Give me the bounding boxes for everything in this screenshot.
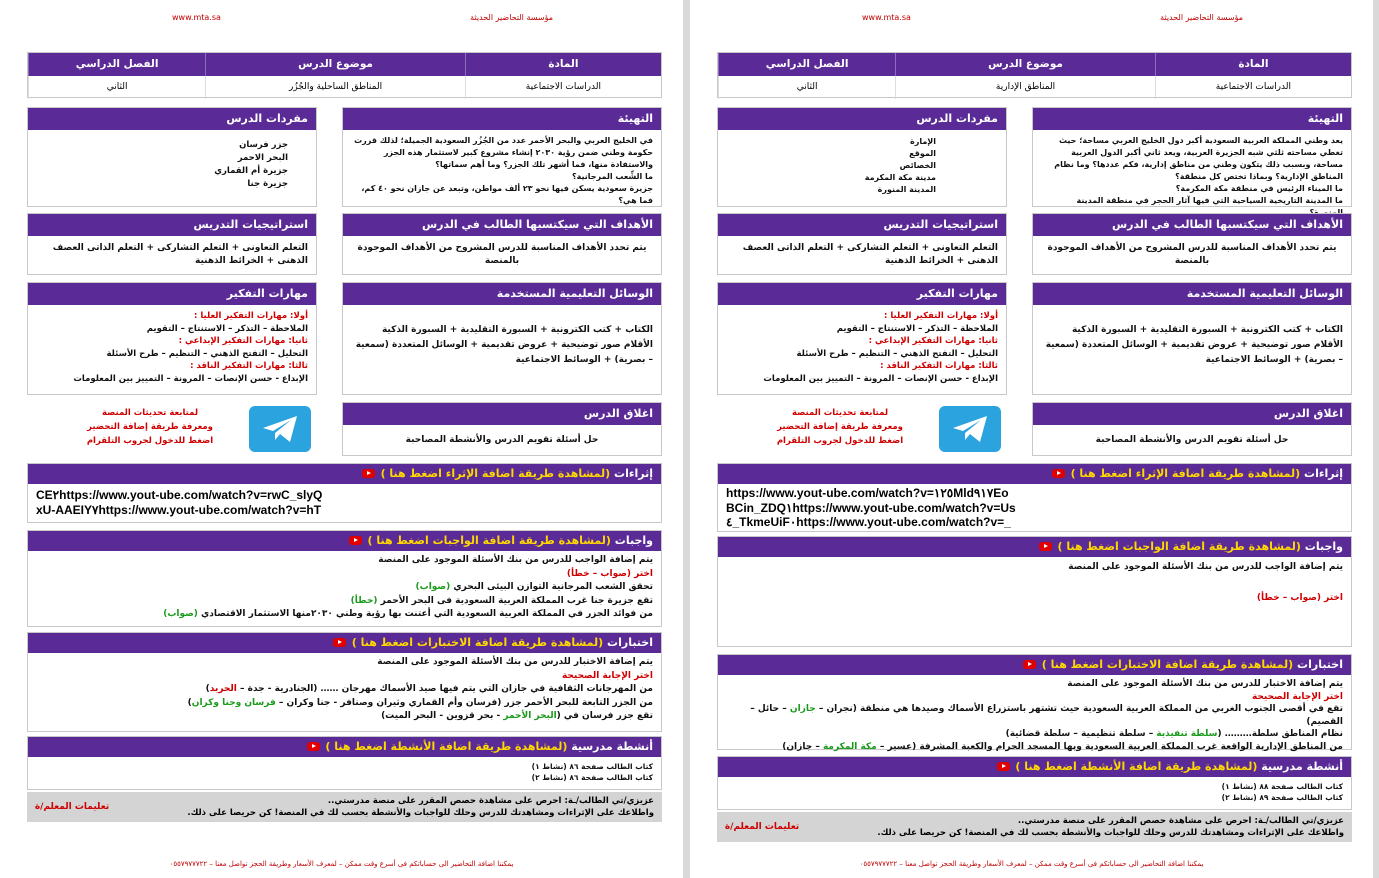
- activities-title: أنشطة مدرسية: [571, 740, 653, 753]
- tamheed-box: [1032, 107, 1352, 207]
- test-item: [36, 710, 653, 724]
- question-end: - بحر قزوين - البحر الميت): [381, 711, 504, 721]
- enrich-title: إثراءات: [614, 467, 653, 480]
- vocab-item: الخصائص: [899, 161, 936, 170]
- teacher-label: تعليمات المعلم/ة: [34, 802, 110, 812]
- teacher-instructions: [27, 792, 662, 822]
- answer-text: فرسان وجنا وكران: [191, 697, 276, 708]
- question-text: تحقق الشعب المرجانية التوازن البيئى البحري: [453, 582, 653, 592]
- page-footer: يمكننا اضافة التحاضير الى حساباتكم فى أسرع وقت ممكن – لمعرف الأسعار وطريقة الحجز تواصل معنا – ٠٥٥٧٩٧٧٧٢٢: [859, 860, 1204, 868]
- thinking-text: الإبداع - حسن الإنصات – المرونة – التمييز بين المعلومات: [73, 373, 308, 384]
- activities-section: [27, 736, 662, 790]
- aids-box: [1032, 282, 1352, 395]
- promo-line: ومعرفة طريقة إضافة التحضير: [87, 422, 213, 432]
- answer-text: مكة المكرمة: [822, 741, 877, 752]
- enrich-link[interactable]: BCin_ZDQ١https://www.yout-ube.com/watch?v=Us: [726, 500, 1016, 515]
- question-text: تقع جزيرة جنا غرب المملكة العربية السعودية فى البحر الأحمر: [380, 595, 653, 606]
- youtube-icon[interactable]: [333, 638, 346, 647]
- test-item: [36, 697, 653, 711]
- thinking-text: التحليل – التفتح الذهني – التنظيم – طرح الأسئلة: [796, 348, 998, 359]
- youtube-icon[interactable]: [1023, 660, 1036, 669]
- homework-header: [28, 531, 661, 551]
- question-end: ): [205, 684, 210, 694]
- test-item: [726, 703, 1343, 728]
- thinking-title: مهارات التفكير: [718, 283, 1006, 305]
- answer-text: (صواب): [415, 582, 451, 592]
- subject-header: المادة: [465, 53, 661, 76]
- thinking-heading: ثالثا: مهارات التفكير الناقد :: [190, 361, 308, 371]
- thinking-heading: أولا: مهارات التفكير العليا :: [193, 311, 308, 321]
- youtube-icon[interactable]: [1052, 469, 1065, 478]
- closing-text: حل أسئلة تقويم الدرس والأنشطة المصاحبة: [405, 435, 599, 445]
- promo-line: اضغط للدخول لجروب التلقرام: [776, 436, 904, 446]
- teacher-instructions: [717, 812, 1352, 842]
- subject-header: المادة: [1155, 53, 1351, 76]
- homework-header: [718, 537, 1351, 557]
- promo-line: لمتابعة تحديثات المنصة: [791, 408, 889, 418]
- strategies-box: [717, 213, 1007, 275]
- tamheed-title: التهيئة: [343, 108, 661, 130]
- tests-title: اختبارات: [1297, 658, 1343, 671]
- homework-intro: يتم إضافة الواجب للدرس من بنك الأسئلة الموجود على المنصة: [1068, 562, 1343, 572]
- enrich-section: [27, 463, 662, 523]
- enrich-title: إثراءات: [1304, 467, 1343, 480]
- tests-title: اختبارات: [607, 636, 653, 649]
- test-item: [726, 741, 1343, 754]
- tamheed-box: [342, 107, 662, 207]
- telegram-promo[interactable]: [70, 406, 230, 448]
- telegram-icon[interactable]: [939, 406, 1001, 452]
- answer-text: (خطأ): [350, 595, 378, 606]
- enrich-link[interactable]: xU-AAEIY٧https://www.yout-ube.com/watch?v=hT: [36, 503, 322, 517]
- thinking-text: التحليل – التفتح الذهني – التنظيم – طرح الأسئلة: [106, 348, 308, 359]
- enrich-link[interactable]: CE٢https://www.yout-ube.com/watch?v=rwC_slyQ: [36, 488, 323, 502]
- topic-value: المناطق الإدارية: [895, 76, 1155, 99]
- activities-help-link[interactable]: (لمشاهدة طريقة اضافة الأنشطة اضغط هنا ): [325, 740, 568, 753]
- thinking-heading: أولا: مهارات التفكير العليا :: [883, 311, 998, 321]
- teacher-addressee: عزيزي/تي الطالب/ـة:: [564, 796, 654, 806]
- tests-section: [717, 654, 1352, 750]
- tests-header: [28, 633, 661, 653]
- activity-item: كتاب الطالب صفحة ٨٨ (نشاط ١): [1221, 782, 1343, 791]
- promo-line: لمتابعة تحديثات المنصة: [101, 408, 199, 418]
- homework-title: واجبات: [1304, 540, 1343, 553]
- goals-text: يتم تحدد الأهداف المناسبة للدرس المشروح من الأهداف الموجودة بالمنصة: [357, 243, 647, 266]
- term-header: الفصل الدراسي: [718, 53, 895, 76]
- thinking-title: مهارات التفكير: [28, 283, 316, 305]
- aids-text: الكتاب + كتب الكترونية + السبورة التقليدية + السبورة الذكية الأقلام صور توضيحية + عروض تقديمية + الوسائل المتعددة (سمعية – بصرية) + الوسائط الاجتماعية: [355, 325, 653, 365]
- goals-title: الأهداف التي سيكتسبها الطالب في الدرس: [343, 214, 661, 236]
- tamheed-question: جزيرة سعودية يسكن فيها نحو ٢٣ ألف مواطن، وتبعد عن جازان نحو ٤٠ كم، فما هي؟: [361, 184, 653, 205]
- question-end: – سلطة تنظيمية – سلطة قضائية): [1005, 729, 1157, 739]
- vocab-title: مفردات الدرس: [28, 108, 316, 130]
- answer-text: البحر الأحمر: [503, 711, 557, 721]
- activity-item: كتاب الطالب صفحة ٨٦ (نشاط ١): [531, 762, 653, 771]
- term-value: الثاني: [28, 76, 205, 99]
- question-end: ): [187, 697, 192, 708]
- site-link[interactable]: www.mta.sa: [172, 13, 221, 22]
- teacher-text: واطلاعك على الإثراءات ومشاهدتك للدرس وحلك للواجبات والأنشطة بحسب لك في المنصة! كن حريصا على ذلك.: [877, 828, 1344, 838]
- vocab-item: البحر الاحمر: [237, 153, 288, 163]
- question-text: من المهرجانات الثقافية في جازان التي يتم فيها صيد الأسماك مهرجان …… (الجنادرية - جدة –: [240, 684, 653, 694]
- homework-intro: يتم إضافة الواجب للدرس من بنك الأسئلة الموجود على المنصة: [378, 555, 653, 565]
- thinking-text: الإبداع - حسن الإنصات – المرونة – التمييز بين المعلومات: [763, 373, 998, 384]
- closing-title: اغلاق الدرس: [1033, 403, 1351, 425]
- tests-help-link[interactable]: (لمشاهدة طريقة اضافة الاختبارات اضغط هنا ): [351, 636, 604, 649]
- teacher-text: واطلاعك على الإثراءات ومشاهدتك للدرس وحلك للواجبات والأنشطة بحسب لك في المنصة! كن حريصا على ذلك.: [187, 808, 654, 818]
- activities-title: أنشطة مدرسية: [1261, 760, 1343, 773]
- homework-item: [36, 608, 653, 622]
- homework-item: [36, 595, 653, 609]
- thinking-heading: ثالثا: مهارات التفكير الناقد :: [880, 361, 998, 371]
- lesson-page-left: [0, 0, 683, 878]
- goals-box: [1032, 213, 1352, 275]
- strategies-text: التعلم التعاونى + التعلم التشاركى + التعلم الذاتى العصف الذهنى + الخرائط الذهنية: [52, 243, 308, 266]
- thinking-heading: ثانيا: مهارات التفكير الإبداعي :: [868, 336, 998, 346]
- vocab-item: جزيرة أم القماري: [214, 166, 288, 176]
- activity-item: كتاب الطالب صفحة ٨٦ (نشاط ٢): [531, 773, 653, 782]
- homework-item: [36, 581, 653, 595]
- activities-header: [718, 757, 1351, 777]
- tests-header: [718, 655, 1351, 675]
- strategies-title: استراتيجيات التدريس: [28, 214, 316, 236]
- promo-line: اضغط للدخول لجروب التلقرام: [86, 436, 214, 446]
- aids-text: الكتاب + كتب الكترونية + السبورة التقليدية + السبورة الذكية الأقلام صور توضيحية + عروض تقديمية + الوسائل المتعددة (سمعية – بصرية) + الوسائط الاجتماعية: [1045, 325, 1343, 365]
- test-item: [726, 728, 1343, 741]
- closing-text: حل أسئلة تقويم الدرس والأنشطة المصاحبة: [1095, 435, 1289, 445]
- question-text: من الجزر التابعة للبحر الأحمر جزر (فرسان وأم القماري وثيران وصنافر - جنا وكران –: [278, 697, 653, 708]
- vocab-box: [27, 107, 317, 207]
- goals-title: الأهداف التي سيكتسبها الطالب في الدرس: [1033, 214, 1351, 236]
- question-text: نظام المناطق سلطة……… (: [1217, 729, 1343, 739]
- homework-help-link[interactable]: (لمشاهدة طريقة اضافة الواجبات اضغط هنا ): [367, 534, 611, 547]
- aids-box: [342, 282, 662, 395]
- youtube-icon[interactable]: [349, 536, 362, 545]
- activities-header: [28, 737, 661, 757]
- vocab-item: جزر فرسان: [239, 140, 288, 150]
- thinking-text: الملاحظة – التذكر – الاستنتاج – التقويم: [146, 323, 308, 334]
- goals-box: [342, 213, 662, 275]
- youtube-icon[interactable]: [307, 742, 320, 751]
- tests-section: [27, 632, 662, 732]
- tamheed-question: ما المدينة التاريخية السياحية التي فيها آثار الحجر في منطقة المدينة: [1076, 196, 1343, 205]
- topic-value: المناطق الساحلية والجُزُر: [205, 76, 465, 99]
- vocab-title: مفردات الدرس: [718, 108, 1006, 130]
- enrich-section: [717, 463, 1352, 532]
- closing-title: اغلاق الدرس: [343, 403, 661, 425]
- tests-choose: اختر الإجابة الصحيحة: [1251, 691, 1343, 702]
- page-header: [690, 13, 1373, 27]
- tests-help-link[interactable]: (لمشاهدة طريقة اضافة الاختبارات اضغط هنا ): [1041, 658, 1294, 671]
- question-text: من فوائد الجزر في المملكة العربية السعودية التي أعتنت بها رؤية وطني ٢٠٣٠منها الاستثمار الاقتصادي: [201, 609, 653, 619]
- homework-choose: اختر (صواب – خطأ): [566, 568, 653, 579]
- tamheed-text: في الخليج العربي والبحر الأحمر عدد من الجُزُر السعودية الجميلة؛ لذلك قررت حكومة وطني ضمن رؤية ٢٠٣٠ إنشاء مشروع كبير لاستثمار هذه الجزر والاستفادة منها، فما أشهر تلك الجزر؟ وما أهم سماتها؟: [354, 136, 653, 169]
- vocab-item: المدينة المنورة: [877, 185, 936, 194]
- telegram-icon[interactable]: [249, 406, 311, 452]
- subject-value: الدراسات الاجتماعية: [465, 76, 661, 99]
- lesson-info-table: [717, 52, 1352, 98]
- homework-choose: اختر (صواب – خطأ): [1256, 593, 1343, 603]
- vocab-item: جزيرة جنا: [247, 179, 288, 189]
- youtube-icon[interactable]: [1039, 542, 1052, 551]
- question-text: من المناطق الإدارية الواقعة غرب المملكة العربية السعودية وبها المسجد الحرام والكعبة المشرفة (عسير –: [879, 741, 1343, 752]
- closing-box: [1032, 402, 1352, 456]
- teacher-text: احرص على مشاهدة حصص المقرر على منصة مدرستي..: [1017, 816, 1252, 826]
- answer-text: جازان: [789, 704, 816, 714]
- tests-intro: يتم إضافة الاختبار للدرس من بنك الأسئلة الموجود على المنصة: [1067, 679, 1343, 689]
- enrich-header: [28, 464, 661, 484]
- enrich-help-link[interactable]: (لمشاهدة طريقة اضافة الإثراء اضغط هنا ): [380, 467, 611, 480]
- vocab-item: مدينة مكة المكرمة: [864, 173, 936, 182]
- aids-title: الوسائل التعليمية المستخدمة: [1033, 283, 1351, 305]
- telegram-promo[interactable]: [760, 406, 920, 448]
- thinking-heading: ثانيا: مهارات التفكير الإبداعي :: [178, 336, 308, 346]
- thinking-text: الملاحظة – التذكر – الاستنتاج – التقويم: [836, 323, 998, 334]
- strategies-title: استراتيجيات التدريس: [718, 214, 1006, 236]
- page-footer: يمكننا اضافة التحاضير الى حساباتكم فى أسرع وقت ممكن – لمعرف الأسعار وطريقة الحجز تواصل معنا – ٠٥٥٧٩٧٧٧٢٢: [169, 860, 514, 868]
- tamheed-question: ما الميناء الرئيس في منطقة مكة المكرمة؟: [1175, 184, 1343, 193]
- term-value: الثاني: [718, 76, 895, 99]
- tests-choose: اختر الإجابة الصحيحة: [561, 670, 653, 681]
- enrich-link[interactable]: https://www.yout-ube.com/watch?v=١٢٥Mld٩١٧Eo: [726, 486, 1009, 500]
- site-link[interactable]: www.mta.sa: [862, 13, 911, 22]
- answer-text: سلطة تنفيذية: [1156, 729, 1218, 739]
- homework-section: [717, 536, 1352, 647]
- vocab-box: [717, 107, 1007, 207]
- homework-section: [27, 530, 662, 627]
- teacher-label: تعليمات المعلم/ة: [724, 822, 800, 832]
- topic-header: موضوع الدرس: [895, 53, 1155, 76]
- homework-help-link[interactable]: (لمشاهدة طريقة اضافة الواجبات اضغط هنا ): [1057, 540, 1301, 553]
- activity-item: كتاب الطالب صفحة ٨٩ (نشاط ٢): [1221, 793, 1343, 802]
- enrich-help-link[interactable]: (لمشاهدة طريقة اضافة الإثراء اضغط هنا ): [1070, 467, 1301, 480]
- goals-text: يتم تحدد الأهداف المناسبة للدرس المشروح من الأهداف الموجودة بالمنصة: [1047, 243, 1337, 266]
- aids-title: الوسائل التعليمية المستخدمة: [343, 283, 661, 305]
- question-end: – حائل – القصيم): [750, 704, 1343, 727]
- tamheed-title: التهيئة: [1033, 108, 1351, 130]
- thinking-box: [27, 282, 317, 395]
- tests-intro: يتم إضافة الاختبار للدرس من بنك الأسئلة الموجود على المنصة: [377, 657, 653, 667]
- enrich-header: [718, 464, 1351, 484]
- tamheed-text: يعد وطني المملكة العربية السعودية أكبر دول الخليج العربي مساحة؛ حيث تغطي مساحته ثلثي شبه الجزيرة العربية، ويعد ثاني أكبر الدول العربية مساحة، وبسبب ذلك يتكون وطني من مناطق إدارية، فكم عددها؟ وما نظام المناطق الإدارية؟ وبماذا تختص كل منطقة؟: [1054, 136, 1343, 181]
- activities-help-link[interactable]: (لمشاهدة طريقة اضافة الأنشطة اضغط هنا ): [1015, 760, 1258, 773]
- term-header: الفصل الدراسي: [28, 53, 205, 76]
- topic-header: موضوع الدرس: [205, 53, 465, 76]
- institution-name: مؤسسة التحاضير الحديثة: [1160, 13, 1243, 22]
- page-header: [0, 13, 683, 27]
- lesson-info-table: [27, 52, 662, 98]
- answer-text: (صواب): [163, 609, 198, 619]
- strategies-text: التعلم التعاونى + التعلم التشاركى + التعلم الذاتى العصف الذهنى + الخرائط الذهنية: [742, 243, 998, 266]
- promo-line: ومعرفة طريقة إضافة التحضير: [777, 422, 903, 432]
- institution-name: مؤسسة التحاضير الحديثة: [470, 13, 553, 22]
- lesson-page-right: [690, 0, 1373, 878]
- subject-value: الدراسات الاجتماعية: [1155, 76, 1351, 99]
- strategies-box: [27, 213, 317, 275]
- question-end: – جازان): [782, 741, 823, 752]
- answer-text: الحريد: [209, 684, 237, 694]
- tamheed-question: ما الشِّعب المرجانية؟: [571, 172, 653, 181]
- youtube-icon[interactable]: [997, 762, 1010, 771]
- enrich-link[interactable]: ٤_TkmeUiF٠https://www.yout-ube.com/watch?v=_: [726, 515, 1011, 529]
- thinking-box: [717, 282, 1007, 395]
- teacher-addressee: عزيزي/تي الطالب/ـة:: [1254, 816, 1344, 826]
- vocab-item: الإمارة: [910, 137, 936, 146]
- question-text: تقع في أقصى الجنوب الغربي من المملكة العربية السعودية حيث تشتهر باستزراع الأسماك وصيدها هي منطقة (نجران –: [818, 704, 1343, 714]
- test-item: [36, 683, 653, 697]
- teacher-text: احرص على مشاهدة حصص المقرر على منصة مدرستي..: [327, 796, 562, 806]
- closing-box: [342, 402, 662, 456]
- vocab-item: الموقع: [909, 149, 936, 158]
- activities-section: [717, 756, 1352, 810]
- question-text: تقع جزر فرسان في (: [556, 711, 653, 721]
- homework-title: واجبات: [614, 534, 653, 547]
- youtube-icon[interactable]: [362, 469, 375, 478]
